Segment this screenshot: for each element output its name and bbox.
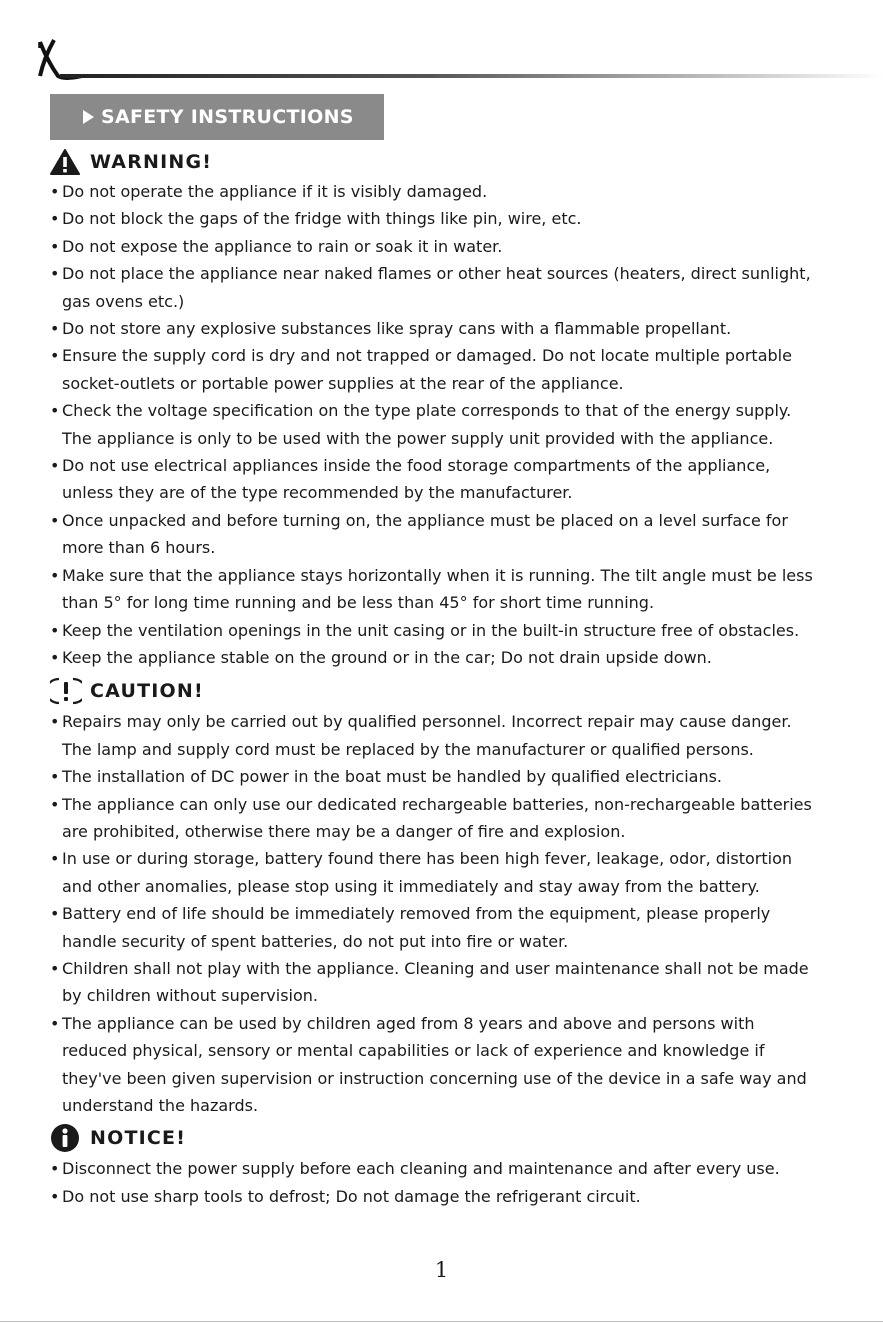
list-item — [0, 342, 883, 397]
play-triangle-icon — [83, 110, 94, 124]
list-item-line: • Do not use electrical appliances inside the food storage compartments of the appliance, — [62, 456, 771, 476]
list-item — [0, 562, 883, 617]
caution-title: CAUTION! — [90, 680, 204, 703]
list-item-line: • Disconnect the power supply before each cleaning and maintenance and after every use. — [62, 1159, 780, 1179]
list-item-line: • Do not block the gaps of the fridge with things like pin, wire, etc. — [62, 209, 582, 229]
list-item-line: than 5° for long time running and be less than 45° for short time running. — [62, 593, 655, 613]
list-item — [0, 644, 883, 671]
list-item-line: • Ensure the supply cord is dry and not trapped or damaged. Do not locate multiple portable — [62, 346, 792, 366]
list-item — [0, 845, 883, 900]
list-item-line: • Keep the ventilation openings in the unit casing or in the built-in structure free of obstacles. — [62, 620, 800, 640]
list-item — [0, 205, 883, 232]
list-item — [0, 763, 883, 790]
list-item-line: • Once unpacked and before turning on, the appliance must be placed on a level surface for — [62, 510, 788, 530]
warning-list — [0, 178, 883, 671]
warning-title: WARNING! — [90, 151, 213, 173]
content — [0, 146, 883, 1210]
list-item-line: • Do not use sharp tools to defrost; Do not damage the refrigerant circuit. — [62, 1186, 641, 1206]
list-item-line: The lamp and supply cord must be replaced by the manufacturer or qualified persons. — [62, 739, 754, 759]
list-item-line: are prohibited, otherwise there may be a danger of fire and explosion. — [62, 821, 626, 841]
list-item-line: • The appliance can only use our dedicated rechargeable batteries, non-rechargeable batteries — [62, 794, 812, 814]
list-item-line: • Do not store any explosive substances like spray cans with a flammable propellant. — [62, 319, 732, 339]
warning-heading — [50, 146, 883, 178]
list-item — [0, 452, 883, 507]
list-item-line: understand the hazards. — [62, 1096, 259, 1115]
list-item — [0, 397, 883, 452]
list-item-line: The appliance is only to be used with the power supply unit provided with the appliance. — [62, 428, 774, 448]
notice-list — [0, 1155, 883, 1210]
list-item-line: socket-outlets or portable power supplies at the rear of the appliance. — [62, 373, 624, 393]
list-item-line: • Make sure that the appliance stays horizontally when it is running. The tilt angle must be less — [62, 565, 813, 585]
list-item — [0, 708, 883, 763]
notice-heading — [50, 1121, 883, 1155]
page-number: 1 — [434, 1258, 449, 1282]
list-item-line: • Children shall not play with the appliance. Cleaning and user maintenance shall not be made — [62, 958, 809, 978]
caution-heading — [50, 674, 883, 708]
notice-title: NOTICE! — [90, 1127, 187, 1150]
list-item — [0, 260, 883, 315]
list-item-line: reduced physical, sensory or mental capabilities or lack of experience and knowledge if — [62, 1041, 765, 1061]
list-item-line: and other anomalies, please stop using it immediately and stay away from the battery. — [62, 876, 760, 896]
list-item-line: more than 6 hours. — [62, 538, 216, 558]
list-item-line: • Check the voltage specification on the type plate corresponds to that of the energy supply. — [62, 401, 792, 421]
info-circle-icon — [50, 1123, 84, 1153]
list-item — [0, 791, 883, 846]
exclamation-circle-icon — [50, 676, 84, 706]
list-item-line: they've been given supervision or instruction concerning use of the device in a safe way and — [62, 1068, 807, 1088]
list-item-line: • Repairs may only be carried out by qualified personnel. Incorrect repair may cause danger. — [62, 712, 792, 732]
list-item-line: gas ovens etc.) — [62, 291, 185, 311]
list-item-line: • Do not expose the appliance to rain or soak it in water. — [62, 236, 503, 256]
list-item — [0, 315, 883, 342]
warning-triangle-icon — [50, 147, 84, 177]
list-item-line: • Battery end of life should be immediately removed from the equipment, please properly — [62, 904, 771, 924]
list-item — [0, 955, 883, 1010]
list-item-line: • The installation of DC power in the boat must be handled by qualified electricians. — [62, 767, 723, 787]
list-item-line: • Do not operate the appliance if it is visibly damaged. — [62, 182, 488, 201]
list-item — [0, 617, 883, 644]
list-item — [0, 1155, 883, 1182]
list-item-line: • The appliance can be used by children aged from 8 years and above and persons with — [62, 1013, 755, 1033]
bottom-rule — [0, 1321, 883, 1322]
section-title: SAFETY INSTRUCTIONS — [101, 106, 354, 128]
list-item-line: handle security of spent batteries, do not put into fire or water. — [62, 931, 569, 951]
list-item — [0, 178, 883, 205]
list-item-line: by children without supervision. — [62, 986, 318, 1006]
list-item-line: • In use or during storage, battery found there has been high fever, leakage, odor, distortion — [62, 849, 793, 869]
list-item-line: unless they are of the type recommended by the manufacturer. — [62, 483, 573, 503]
list-item-line: • Do not place the appliance near naked flames or other heat sources (heaters, direct sunlight, — [62, 264, 811, 284]
list-item — [0, 233, 883, 260]
header-rule — [60, 74, 883, 78]
section-banner — [50, 94, 384, 140]
list-item — [0, 1010, 883, 1120]
list-item-line: • Keep the appliance stable on the ground or in the car; Do not drain upside down. — [62, 647, 712, 667]
list-item — [0, 1183, 883, 1210]
list-item — [0, 900, 883, 955]
list-item — [0, 507, 883, 562]
caution-list — [0, 708, 883, 1119]
